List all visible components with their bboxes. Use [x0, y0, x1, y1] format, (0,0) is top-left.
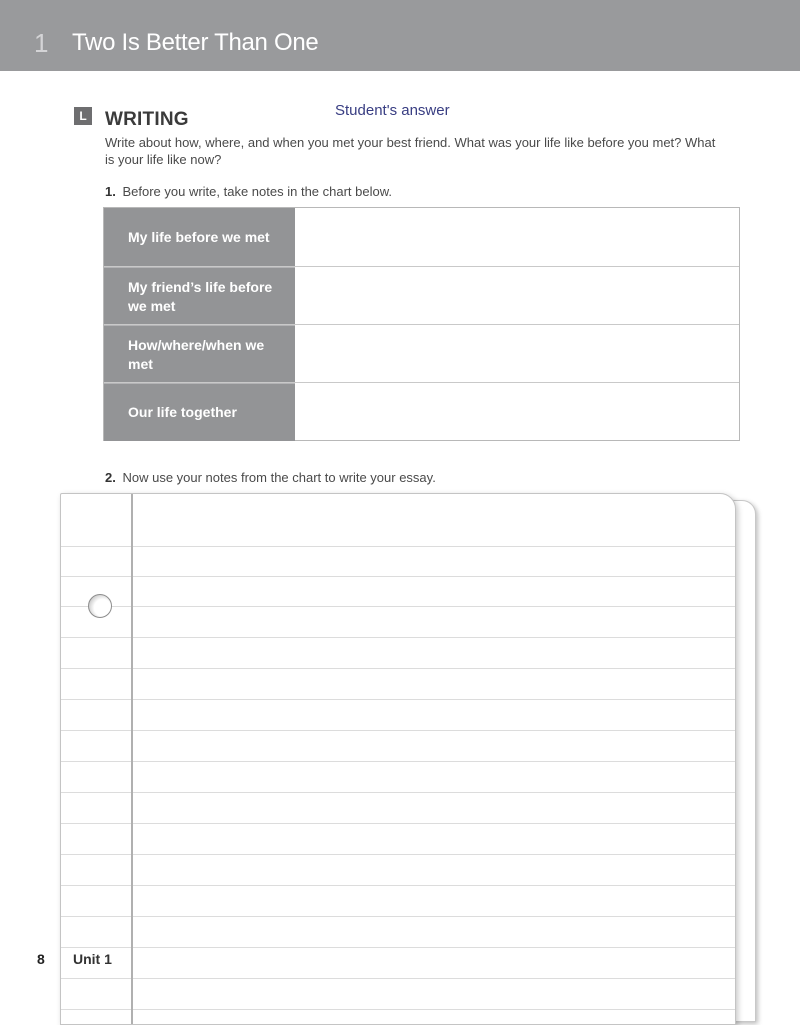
step-1 — [105, 184, 392, 199]
ruled-line — [61, 854, 735, 855]
ruled-line — [61, 546, 735, 547]
ruled-line — [61, 916, 735, 917]
chart-answer-cell[interactable] — [295, 325, 739, 383]
chart-row-label: Our life together — [104, 383, 295, 441]
page-number: 8 — [37, 951, 45, 967]
writing-instructions: Write about how, where, and when you met your best friend. What was your life like before you met? What is your life like now? — [105, 135, 716, 167]
chart-row — [104, 382, 739, 441]
step-2-number: 2. — [105, 470, 116, 485]
chart-row — [104, 324, 739, 383]
section-title: WRITING — [105, 109, 189, 130]
ruled-line — [61, 576, 735, 577]
step-2 — [105, 470, 436, 485]
ruled-line — [61, 637, 735, 638]
ruled-line — [61, 606, 735, 607]
margin-line — [131, 494, 133, 1024]
ruled-line — [61, 1009, 735, 1010]
footer-unit-label: Unit 1 — [73, 951, 112, 967]
unit-title: Two Is Better Than One — [72, 29, 319, 56]
essay-paper[interactable] — [60, 493, 736, 1025]
chart-answer-cell[interactable] — [295, 267, 739, 325]
section-letter-badge: L — [74, 107, 92, 125]
ruled-line — [61, 792, 735, 793]
ruled-line — [61, 823, 735, 824]
ruled-line — [61, 730, 735, 731]
binder-hole-icon — [88, 594, 112, 618]
ruled-line — [61, 699, 735, 700]
page-header — [0, 0, 800, 71]
step-1-number: 1. — [105, 184, 116, 199]
chart-row-label: My friend’s life before we met — [104, 267, 295, 325]
ruled-line — [61, 978, 735, 979]
notes-chart — [103, 207, 740, 441]
chart-row-label: My life before we met — [104, 208, 295, 266]
student-answer-label: Student's answer — [335, 102, 450, 119]
chart-answer-cell[interactable] — [295, 383, 739, 441]
ruled-line — [61, 668, 735, 669]
ruled-line — [61, 761, 735, 762]
chart-row — [104, 208, 739, 266]
chart-row — [104, 266, 739, 325]
ruled-line — [61, 947, 735, 948]
chart-row-label: How/where/when we met — [104, 325, 295, 383]
step-1-text: Before you write, take notes in the chart below. — [122, 184, 393, 199]
chart-answer-cell[interactable] — [295, 208, 739, 266]
step-2-text: Now use your notes from the chart to write your essay. — [122, 470, 436, 485]
unit-number: 1 — [34, 28, 49, 58]
ruled-line — [61, 885, 735, 886]
